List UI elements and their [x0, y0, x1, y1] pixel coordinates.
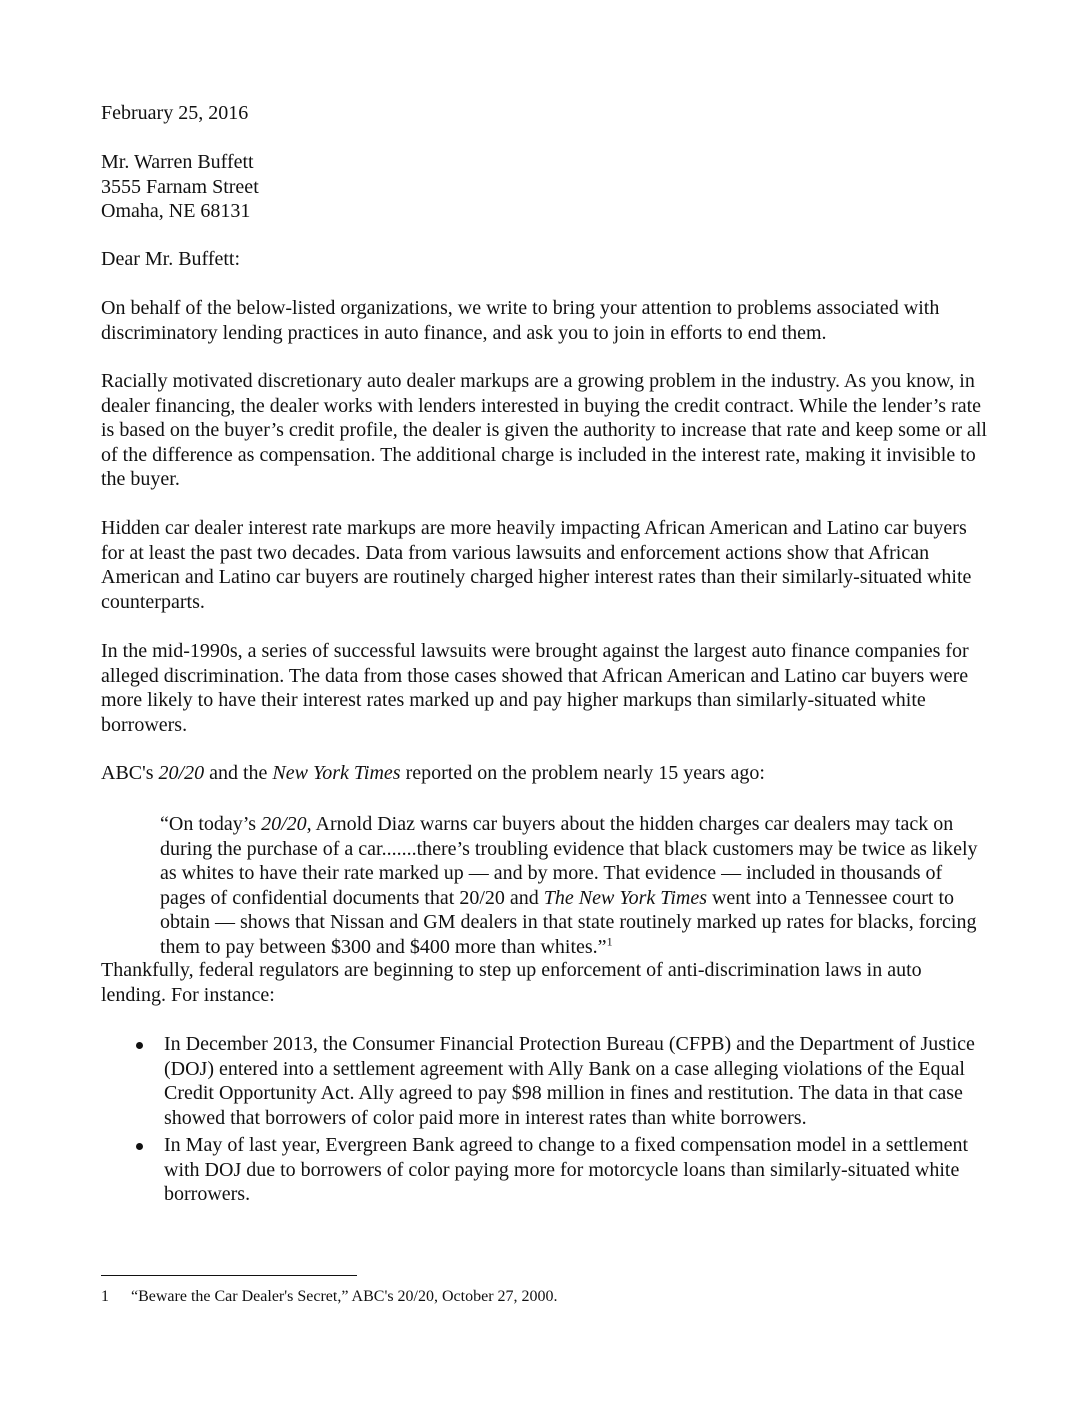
footnote-number: 1: [101, 1288, 109, 1305]
bullet-icon: [136, 1143, 143, 1150]
footnote-reference: 1: [606, 933, 613, 948]
quote-part-1: “On today’s: [160, 813, 262, 835]
footnote-divider: [101, 1275, 357, 1276]
enforcement-list: [101, 1032, 991, 1210]
media-italic-2020: 20/20: [158, 762, 205, 784]
list-item-text: In May of last year, Evergreen Bank agreed to change to a fixed compensation model in a settlement with DOJ due to borrowers of color paying more for motorcycle loans than similarly-situated white borrowers.: [164, 1134, 969, 1205]
block-quote: [160, 812, 992, 959]
letter-date: February 25, 2016: [101, 102, 249, 124]
salutation: Dear Mr. Buffett:: [101, 248, 241, 270]
paragraph-markups: Racially motivated discretionary auto dealer markups are a growing problem in the industry. As you know, in dealer financing, the dealer works with lenders interested in buying the credit contract. While the lender’s rate is based on the buyer’s credit profile, the dealer is given the authority to increase that rate and keep some or all of the difference as compensation. The additional charge is included in the interest rate, making it invisible to the buyer.: [101, 370, 987, 490]
recipient-address: [101, 150, 991, 224]
footnote-text: “Beware the Car Dealer's Secret,” ABC's 20/20, October 27, 2000.: [131, 1288, 558, 1305]
media-italic-nyt: New York Times: [272, 762, 401, 784]
recipient-street: 3555 Farnam Street: [101, 175, 259, 198]
quote-part-3: went into a Tennessee court to obtain — shows that Nissan and GM dealers in that state routinely marked up rates for blacks, forcing them to pay between $300 and $400 more than whites.”: [160, 886, 977, 958]
bullet-icon: [136, 1042, 143, 1049]
media-mid: and the: [204, 762, 273, 784]
list-item: [101, 1032, 991, 1130]
paragraph-lawsuits: In the mid-1990s, a series of successful lawsuits were brought against the largest auto finance companies for alleged discrimination. The data from those cases showed that African American and Latino car buyers were more likely to have their interest rates marked up and pay higher markups than similarly-situated white borrowers.: [101, 640, 969, 736]
paragraph-impact: Hidden car dealer interest rate markups are more heavily impacting African American and Latino car buyers for at least the past two decades. Data from various lawsuits and enforcement actions show that African American and Latino car buyers are routinely charged higher interest rates than their similarly-situated white counterparts.: [101, 517, 972, 613]
list-item: [101, 1133, 991, 1207]
footnote: [101, 1287, 991, 1307]
paragraph-media: [101, 761, 991, 786]
paragraph-regulators: Thankfully, federal regulators are beginning to step up enforcement of anti-discrimination laws in auto lending. For instance:: [101, 959, 922, 1006]
recipient-name: Mr. Warren Buffett: [101, 151, 254, 173]
recipient-city: Omaha, NE 68131: [101, 200, 251, 222]
quote-italic-2020: 20/20: [261, 813, 307, 835]
quote-italic-nyt: The New York Times: [543, 886, 707, 909]
paragraph-intro: On behalf of the below-listed organizations, we write to bring your attention to problems associated with discriminatory lending practices in auto finance, and ask you to join in efforts to end them.: [101, 297, 940, 344]
quote-part-2: , Arnold Diaz warns car buyers about the hidden charges car dealers may tack on during the purchase of a car.......there’s troubling evidence that black customers may be twice as likely as whites to have their rate marked up — and by more. That evidence — included in thousands of pages of confidential documents that 20/20 and: [160, 813, 978, 909]
list-item-text: In December 2013, the Consumer Financial Protection Bureau (CFPB) and the Department of Justice (DOJ) entered into a settlement agreement with Ally Bank on a case alleging violations of the Equal Credit Opportunity Act. Ally agreed to pay $98 million in fines and restitution. The data in that case showed that borrowers of color paid more in interest rates than white borrowers.: [164, 1033, 975, 1129]
media-pre: ABC's: [101, 762, 159, 784]
media-post: reported on the problem nearly 15 years ago:: [400, 762, 765, 784]
